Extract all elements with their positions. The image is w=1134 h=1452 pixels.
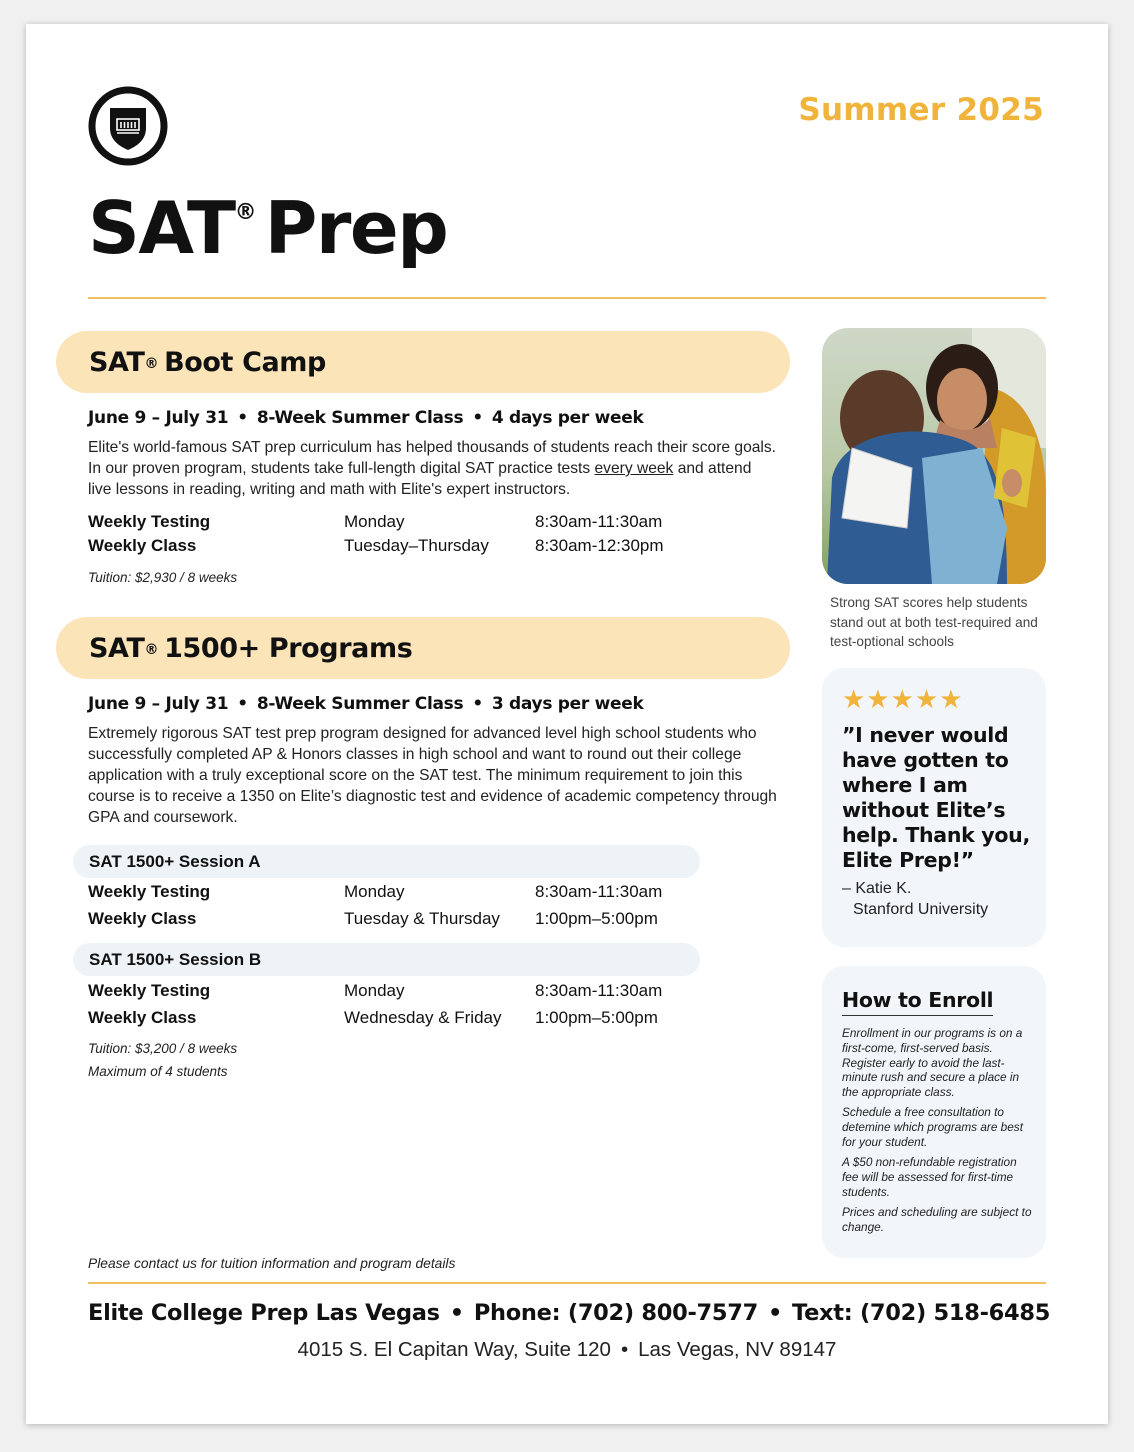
programs-1500-capacity: Maximum of 4 students [88, 1064, 228, 1079]
enroll-card [822, 966, 1046, 1258]
boot-camp-tuition: Tuition: $2,930 / 8 weeks [88, 570, 238, 585]
session-a-schedule [88, 882, 728, 936]
programs-1500-heading: SAT ® 1500+ Programs [56, 617, 790, 679]
testimonial-quote: ”I never would have gotten to where I am without Elite’s help. Thank you, Elite Prep!” [842, 723, 1030, 872]
session-b-heading: SAT 1500+ Session B [73, 943, 700, 976]
testimonial-card [822, 668, 1046, 947]
schedule-row: Weekly Class Tuesday–Thursday 8:30am-12:30pm [88, 536, 664, 555]
star-rating-icon: ★★★★★ [842, 684, 964, 714]
photo-caption: Strong SAT scores help students stand out at both test-required and test-optional schools [830, 595, 1038, 650]
text-number[interactable]: Text: (702) 518-6485 [792, 1300, 1051, 1326]
students-photo [822, 328, 1046, 584]
schedule-row: Weekly Class Wednesday & Friday 1:00pm–5:00pm [88, 1008, 658, 1027]
page-title: SAT® Prep [88, 186, 448, 270]
session-b-schedule [88, 981, 728, 1035]
boot-camp-description: Elite's world-famous SAT prep curriculum has helped thousands of students reach their score goals. In our proven program, students take full-length digital SAT practice tests every week and attend live lessons in reading, writing and math with Elite's expert instructors. [88, 439, 777, 498]
header-divider [88, 297, 1046, 299]
schedule-row: Weekly Testing Monday 8:30am-11:30am [88, 981, 663, 1000]
boot-camp-meta: June 9 – July 31 • 8-Week Summer Class • 4 days per week [88, 408, 644, 428]
schedule-row: Weekly Testing Monday 8:30am-11:30am [88, 512, 663, 531]
enroll-body: Enrollment in our programs is on a first-come, first-served basis. Register early to avoid the last-minute rush and secure a place in the appropriate class. Schedule a free consultation to detemine which programs are best for your student. A $50 non-refundable registration fee will be assessed for first-time students. Prices and scheduling are subject to change. [842, 1026, 1032, 1235]
phone-number[interactable]: Phone: (702) 800-7577 [473, 1300, 758, 1326]
testimonial-author: – Katie K. Stanford University [842, 880, 989, 918]
session-a-heading: SAT 1500+ Session A [73, 845, 700, 878]
schedule-row: Weekly Class Tuesday & Thursday 1:00pm–5:00pm [88, 909, 658, 928]
schedule-row: Weekly Testing Monday 8:30am-11:30am [88, 882, 663, 901]
contact-note: Please contact us for tuition information and program details [88, 1256, 456, 1271]
footer-divider [88, 1282, 1046, 1284]
boot-camp-heading: SAT ® Boot Camp [56, 331, 790, 393]
programs-1500-description: Extremely rigorous SAT test prep program designed for advanced level high school students who successfully completed AP & Honors classes in high school and want to round out their college application with a truly exceptional score on the SAT test. The minimum requirement to join this course is to receive a 1350 on Elite’s diagnostic test and evidence of academic competency through GPA and coursework. [88, 725, 777, 826]
shield-logo-icon [88, 86, 168, 166]
programs-1500-meta: June 9 – July 31 • 8-Week Summer Class • 3 days per week [88, 694, 644, 714]
footer-contact-line: Elite College Prep Las Vegas • Phone: (702) 800-7577 • Text: (702) 518-6485 [88, 1300, 1051, 1326]
footer-address: 4015 S. El Capitan Way, Suite 120 • Las Vegas, NV 89147 [297, 1338, 837, 1361]
enroll-heading: How to Enroll [842, 988, 993, 1016]
season-label: Summer 2025 [798, 92, 1044, 128]
programs-1500-tuition: Tuition: $3,200 / 8 weeks [88, 1041, 238, 1056]
boot-camp-schedule [88, 512, 728, 560]
